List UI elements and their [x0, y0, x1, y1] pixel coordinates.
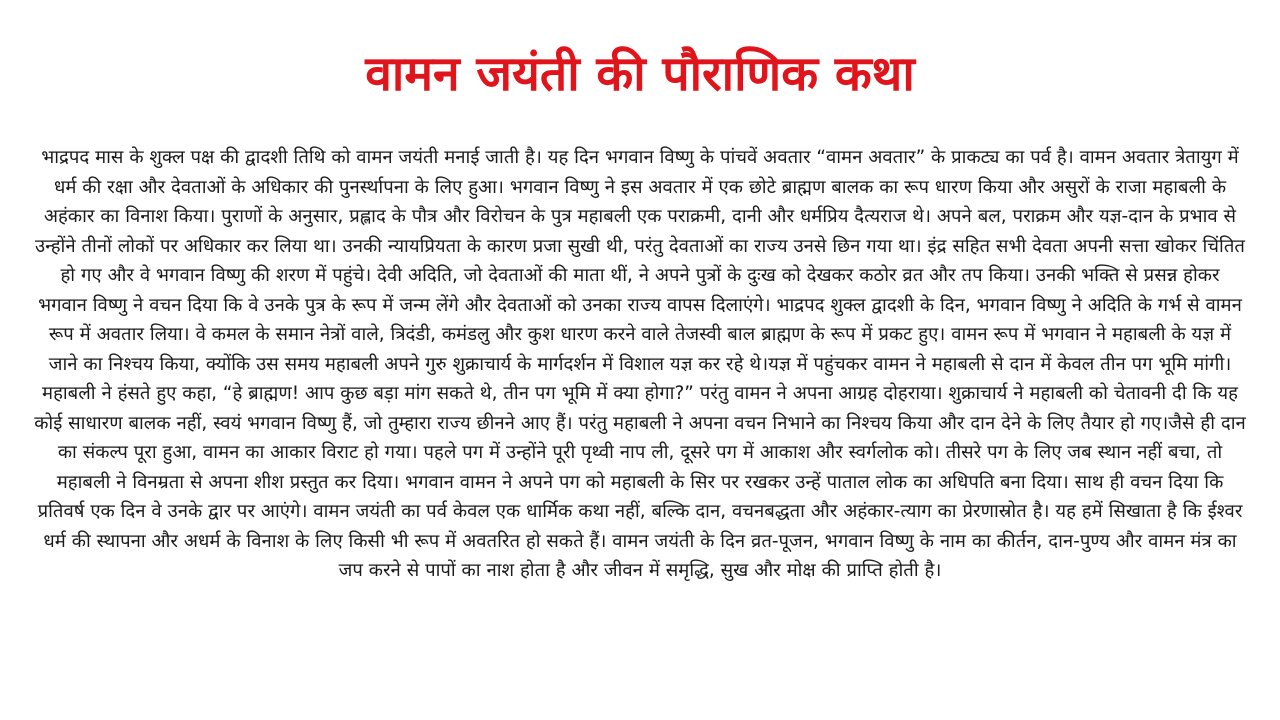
story-paragraph: भाद्रपद मास के शुक्ल पक्ष की द्वादशी तिथि को वामन जयंती मनाई जाती है। यह दिन भगवान विष्णु के पांचवें अवतार “वामन अवतार” के प्राकट्य का पर्व है। वामन अवतार त्रेतायुग में धर्म की रक्षा और देवताओं के अधिकार की पुनर्स्थापना के लिए हुआ। भगवान विष्णु ने इस अवतार में एक छोटे ब्राह्मण बालक का रूप धारण किया और असुरों के राजा महाबली के अहंकार का विनाश किया। पुराणों के अनुसार, प्रह्लाद के पौत्र और विरोचन के पुत्र महाबली एक पराक्रमी, दानी और धर्मप्रिय दैत्यराज थे। अपने बल, पराक्रम और यज्ञ-दान के प्रभाव से उन्होंने तीनों लोकों पर अधिकार कर लिया था। उनकी न्यायप्रियता के कारण प्रजा सुखी थी, परंतु देवताओं का राज्य उनसे छिन गया था। इंद्र सहित सभी देवता अपनी सत्ता खोकर चिंतित हो गए और वे भगवान विष्णु की शरण में पहुंचे। देवी अदिति, जो देवताओं की माता थीं, ने अपने पुत्रों के दुःख को देखकर कठोर व्रत और तप किया। उनकी भक्ति से प्रसन्न होकर भगवान विष्णु ने वचन दिया कि वे उनके पुत्र के रूप में जन्म लेंगे और देवताओं को उनका राज्य वापस दिलाएंगे। भाद्रपद शुक्ल द्वादशी के दिन, भगवान विष्णु ने अदिति के गर्भ से वामन रूप में अवतार लिया। वे कमल के समान नेत्रों वाले, त्रिदंडी, कमंडलु और कुश धारण करने वाले तेजस्वी बाल ब्राह्मण के रूप में प्रकट हुए। वामन रूप में भगवान ने महाबली के यज्ञ में जाने का निश्चय किया, क्योंकि उस समय महाबली अपने गुरु शुक्राचार्य के मार्गदर्शन में विशाल यज्ञ कर रहे थे।यज्ञ में पहुंचकर वामन ने महाबली से दान में केवल तीन पग भूमि मांगी। महाबली ने हंसते हुए कहा, “हे ब्राह्मण! आप कुछ बड़ा मांग सकते थे, तीन पग भूमि में क्या होगा?” परंतु वामन ने अपना आग्रह दोहराया। शुक्राचार्य ने महाबली को चेतावनी दी कि यह कोई साधारण बालक नहीं, स्वयं भगवान विष्णु हैं, जो तुम्हारा राज्य छीनने आए हैं। परंतु महाबली ने अपना वचन निभाने का निश्चय किया और दान देने के लिए तैयार हो गए।जैसे ही दान का संकल्प पूरा हुआ, वामन का आकार विराट हो गया। पहले पग में उन्होंने पूरी पृथ्वी नाप ली, दूसरे पग में आकाश और स्वर्गलोक को। तीसरे पग के लिए जब स्थान नहीं बचा, तो महाबली ने विनम्रता से अपना शीश प्रस्तुत कर दिया। भगवान वामन ने अपने पग को महाबली के सिर पर रखकर उन्हें पाताल लोक का अधिपति बना दिया। साथ ही वचन दिया कि प्रतिवर्ष एक दिन वे उनके द्वार पर आएंगे। वामन जयंती का पर्व केवल एक धार्मिक कथा नहीं, बल्कि दान, वचनबद्धता और अहंकार-त्याग का प्रेरणास्रोत है। यह हमें सिखाता है कि ईश्वर धर्म की स्थापना और अधर्म के विनाश के लिए किसी भी रूप में अवतरित हो सकते हैं। वामन जयंती के दिन व्रत-पूजन, भगवान विष्णु के नाम का कीर्तन, दान-पुण्य और वामन मंत्र का जप करने से पापों का नाश होता है और जीवन में समृद्धि, सुख और मोक्ष की प्राप्ति होती है।: [34, 147, 1246, 581]
page-title: वामन जयंती की पौराणिक कथा: [365, 46, 915, 102]
